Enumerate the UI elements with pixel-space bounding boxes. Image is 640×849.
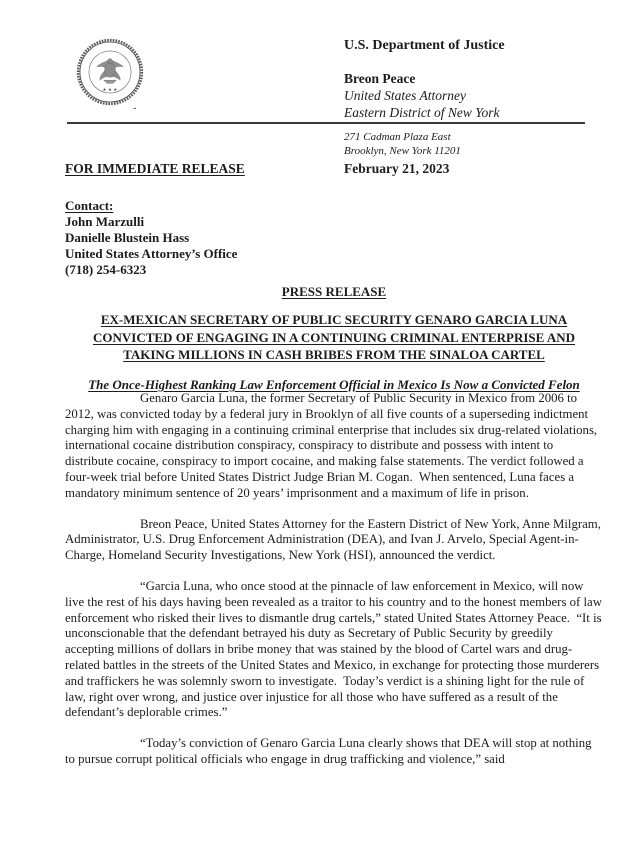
address-line-2: Brooklyn, New York 11201 <box>344 144 461 157</box>
press-release-heading <box>65 284 603 300</box>
release-date: February 21, 2023 <box>344 161 450 176</box>
title-line-2: CONVICTED OF ENGAGING IN A CONTINUING CRIMINAL ENTERPRISE AND <box>92 329 576 345</box>
agency-name: U.S. Department of Justice <box>344 38 505 53</box>
seal-ring-text <box>80 107 140 109</box>
paragraph-1: Genaro Garcia Luna, the former Secretary of Public Security in Mexico from 2006 to 2012, was convicted today by a federal jury in Brooklyn of all five counts of a superseding indictment charging him with engaging in a continuing criminal enterprise that includes six drug-related violations, international cocaine distribution conspiracy, conspiracy to distribute and possess with intent to distribute cocaine, conspiracy to import cocaine, and making false statements. The verdict followed a four-week trial before United States District Judge Brian M. Cogan. When sentenced, Luna faces a mandatory minimum sentence of 20 years’ imprisonment and a maximum of life in prison. <box>65 391 601 500</box>
release-row <box>65 161 603 177</box>
us-attorney-title: United States Attorney <box>344 88 466 103</box>
title-line-3: TAKING MILLIONS IN CASH BRIBES FROM THE SINALOA CARTEL <box>123 347 545 362</box>
doj-seal-svg <box>76 35 144 109</box>
contact-name-2: Danielle Blustein Hass <box>65 230 190 245</box>
press-release-heading-text: PRESS RELEASE <box>281 284 387 299</box>
letterhead <box>344 38 604 121</box>
address-line-1: 271 Cadman Plaza East <box>344 131 451 143</box>
us-attorney-name: Breon Peace <box>344 71 416 86</box>
press-release-body <box>65 391 606 783</box>
contact-name-1: John Marzulli <box>65 214 145 229</box>
contact-office: United States Attorney’s Office <box>65 246 238 261</box>
seal-stars: ★ ★ ★ <box>102 88 118 94</box>
title-line-1: EX-MEXICAN SECRETARY OF PUBLIC SECURITY GENARO GARCIA LUNA <box>100 312 568 327</box>
press-release-subtitle-text: The Once-Highest Ranking Law Enforcement Official in Mexico Is Now a Convicted Felon <box>88 377 580 392</box>
paragraph-4: “Today’s conviction of Genaro Garcia Luna clearly shows that DEA will stop at nothing to pursue corrupt political officials who engage in drug trafficking and violence,” said <box>65 736 595 766</box>
release-label: FOR IMMEDIATE RELEASE <box>65 161 245 176</box>
contact-block <box>65 198 237 278</box>
header-divider <box>67 122 585 124</box>
svg-text:DEPARTMENT OF JUSTICE <box>80 107 140 109</box>
office-address <box>344 131 461 158</box>
press-release-title <box>65 311 603 364</box>
paragraph-2: Breon Peace, United States Attorney for the Eastern District of New York, Anne Milgram, Administrator, U.S. Drug Enforcement Administration (DEA), and Ivan J. Arvelo, Special Agent-in-Charge, Homeland Security Investigations, New York (HSI), announced the verdict. <box>65 516 604 563</box>
district-name: Eastern District of New York <box>344 105 500 120</box>
paragraph-3: “Garcia Luna, who once stood at the pinnacle of law enforcement in Mexico, will now live the rest of his days having been revealed as a traitor to his country and to the honest members of law enforcement who risked their lives to dismantle drug cartels,” stated United States Attorney Peace. “It is unconscionable that the defendant betrayed his duty as Secretary of Public Security by greedily accepting millions of dollars in bribe money that was stained by the blood of Cartel wars and drug-related battles in the streets of the United States and Mexico, in exchange for protecting those murderers and traffickers he was solemnly sworn to investigate. Today’s verdict is a shining light for the rule of law, right over wrong, and justice over injustice for all those who have suffered as a result of the defendant’s deplorable crimes.” <box>65 578 606 720</box>
contact-phone: (718) 254-6323 <box>65 262 147 277</box>
contact-label: Contact: <box>65 198 114 213</box>
doj-seal-icon <box>76 35 144 109</box>
eagle-icon <box>97 59 124 84</box>
